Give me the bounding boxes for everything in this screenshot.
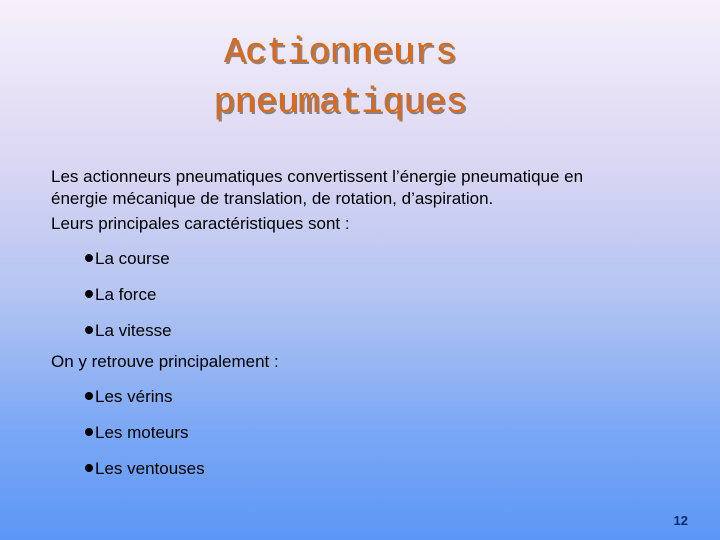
list-item-label: La course (95, 249, 170, 268)
list-item (85, 415, 611, 451)
intro-paragraph: Les actionneurs pneumatiques convertissent l’énergie pneumatique en énergie mécanique de translation, de rotation, d’aspiration. (51, 167, 584, 208)
list-item-label: Les vérins (95, 387, 173, 406)
list-item-label: Les moteurs (95, 423, 189, 442)
bullet-dot-icon (85, 254, 93, 262)
bullet-dot-icon (85, 326, 93, 334)
list-item (85, 241, 611, 277)
slide-title-line-1: Actionneurs (223, 32, 457, 73)
bullet-dot-icon (85, 464, 93, 472)
components-intro: On y retrouve principalement : (51, 352, 279, 371)
characteristics-list (51, 241, 611, 349)
slide-title (0, 28, 680, 128)
slide-title-line-2: pneumatiques (213, 82, 467, 123)
list-item (85, 277, 611, 313)
list-item-label: La vitesse (95, 321, 172, 340)
list-item (85, 451, 611, 487)
slide-body (51, 166, 611, 487)
bullet-dot-icon (85, 428, 93, 436)
page-number: 12 (673, 513, 688, 528)
list-item (85, 379, 611, 415)
list-item-label: La force (95, 285, 157, 304)
components-list (51, 379, 611, 487)
list-item-label: Les ventouses (95, 459, 205, 478)
characteristics-intro: Leurs principales caractéristiques sont : (51, 214, 350, 233)
bullet-dot-icon (85, 392, 93, 400)
list-item (85, 313, 611, 349)
bullet-dot-icon (85, 290, 93, 298)
